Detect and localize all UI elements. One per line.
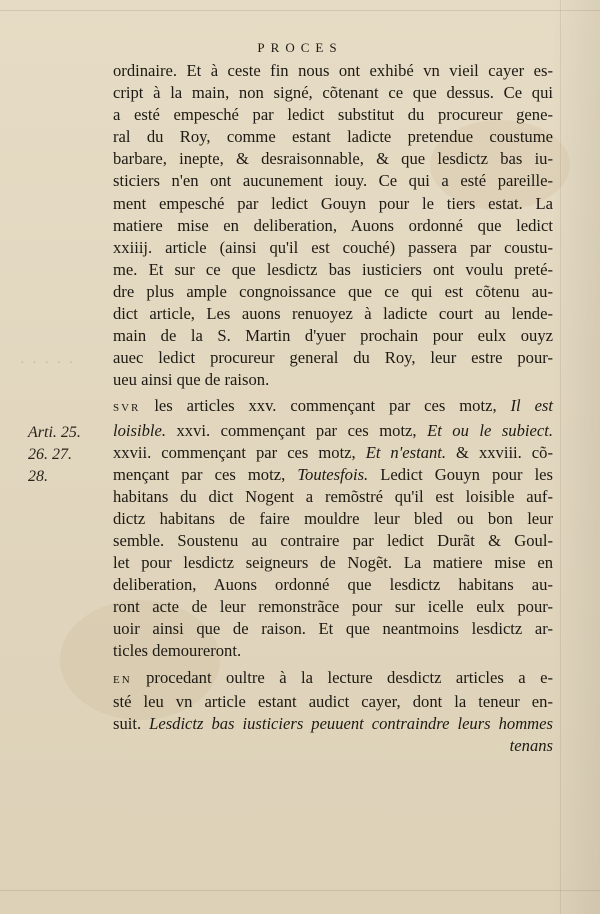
text-line: uoir ainsi que de raison. Et que neantmoins lesdictz ar- (113, 619, 553, 639)
lead-word: SVR (113, 402, 141, 415)
text-line: sticiers n'en ont aucunement iouy. Ce qui a esté pareille- (113, 171, 553, 191)
text-line: SVR les articles xxv. commençant par ces motz, Il est (113, 396, 553, 416)
text-line: dictz habitans de faire mouldre leur bled ou bon leur (113, 508, 553, 528)
text-line: dre plus ample congnoissance que ce qui est cõtenu au- (113, 281, 553, 301)
text-line: barbare, inepte, & desraisonnable, & que lesdictz bas iu- (113, 149, 553, 169)
text-line: ueu ainsi que de raison. (113, 370, 270, 390)
text-line: let pour lesdictz seigneurs de Nogẽt. La matiere mise en (113, 553, 553, 573)
text-line: xxvii. commençant par ces motz, Et n'estant. & xxviii. cõ- (113, 442, 553, 462)
text-line: me. Et sur ce que lesdictz bas iusticiers ont voulu preté- (113, 259, 553, 279)
margin-note-articles: 28. (28, 468, 48, 485)
text-line: loisible. xxvi. commençant par ces motz, Et ou le subiect. (113, 420, 553, 440)
text-line: dict article, Les auons renuoyez à ladicte court au lende- (113, 304, 553, 324)
text-line: ment empesché par ledict Gouyn pour le tiers estat. La (113, 193, 553, 213)
text-line: xxiiij. article (ainsi qu'il est couché) passera par coustu- (113, 237, 553, 257)
text-line: a esté empesché par ledict substitut du procureur gene- (113, 105, 553, 125)
faded-margin-mark: · · · · · (20, 356, 76, 371)
text-line: ront acte de leur remonstrãce pour sur icelle eulx pour- (113, 597, 553, 617)
text-line: ticles demoureront. (113, 641, 242, 661)
margin-note-articles: 26. 27. (28, 446, 72, 463)
paper-line (0, 10, 600, 11)
text-line: mençant par ces motz, Toutesfois. Ledict Gouyn pour les (113, 464, 553, 484)
text-line: deliberation, Auons ordonné que lesdictz habitans au- (113, 575, 553, 595)
paper-line (0, 890, 600, 891)
text-line: cript à la main, non signé, cõtenant ce que dessus. Ce qui (113, 83, 553, 103)
text-line: matiere mise en deliberation, Auons ordonné que ledict (113, 215, 553, 235)
text-line: auec ledict procureur general du Roy, leur estre pour- (113, 348, 553, 368)
text-line: semble. Soustenu au contraire par ledict Durãt & Goul- (113, 530, 553, 550)
text-line: ordinaire. Et à ceste fin nous ont exhibé vn vieil cayer es- (113, 61, 553, 80)
text-line: sté leu vn article estant audict cayer, dont la teneur en- (113, 691, 553, 711)
body-text (113, 60, 553, 757)
paper-vertical-line (560, 0, 561, 914)
running-head: PROCES (257, 40, 343, 55)
text-line: ral du Roy, comme estant ladicte pretendue coustume (113, 127, 553, 147)
text-line: suit. Lesdictz bas iusticiers peuuent contraindre leurs hommes (113, 713, 553, 733)
text-line: main de la S. Martin d'yuer prochain pour eulx ouyz (113, 326, 553, 346)
lead-word: EN (113, 673, 132, 686)
text-line: EN procedant oultre à la lecture desdictz articles a e- (113, 667, 553, 687)
margin-note-articles: Arti. 25. (28, 424, 81, 441)
catchword: tenans (509, 735, 553, 755)
text-line: habitans du dict Nogent a remõstré qu'il est loisible auf- (113, 486, 553, 506)
